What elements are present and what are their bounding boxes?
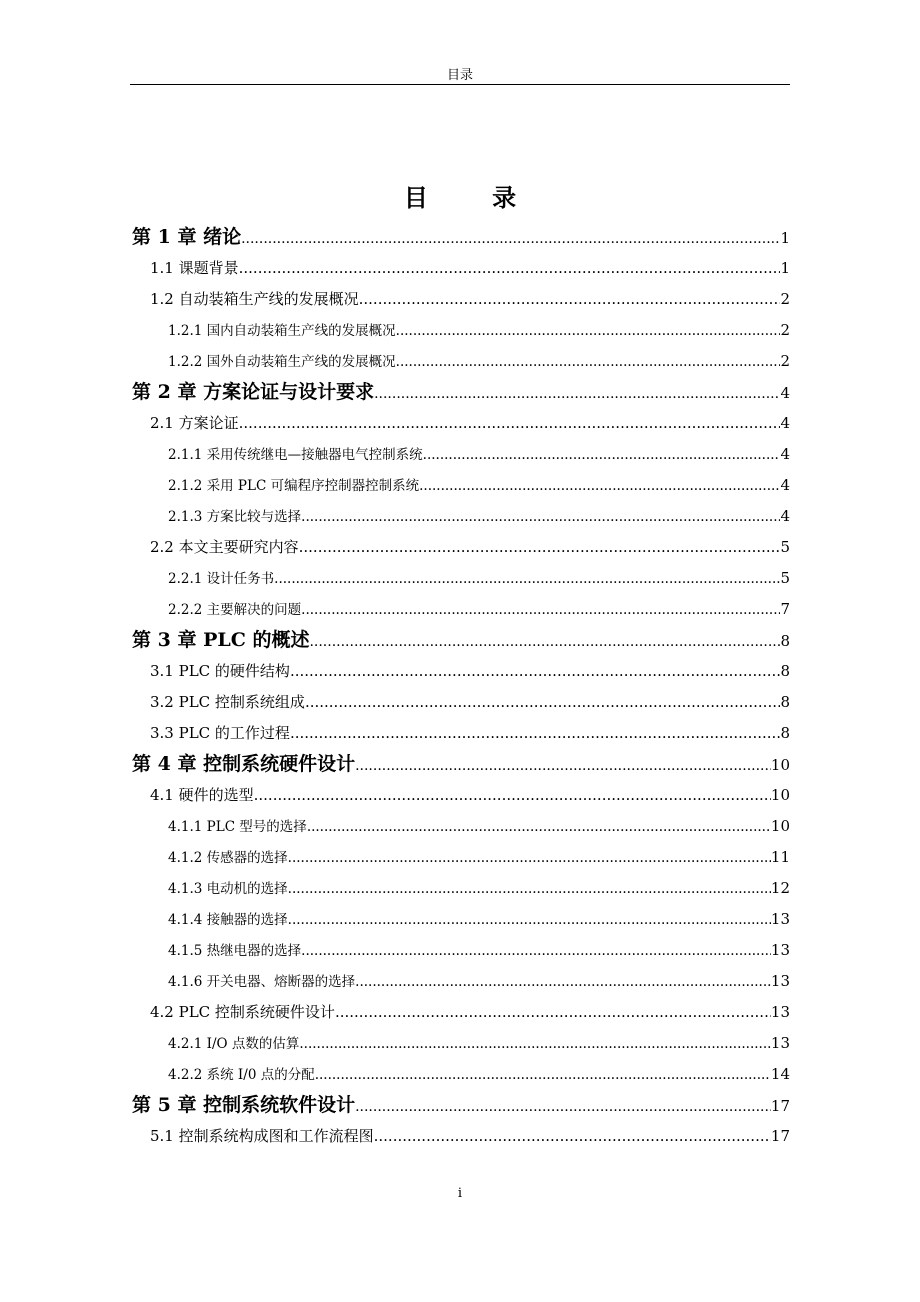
toc-leader-dots [396,316,781,347]
toc-entry[interactable] [130,718,790,749]
toc-entry[interactable] [130,966,790,997]
toc-entry-label: 2.1.1 采用传统继电—接触器电气控制系统 [168,447,423,463]
toc-entry-label: 2.1.2 采用 PLC 可编程序控制器控制系统 [168,478,420,494]
toc-entry-label: 第 3 章 PLC 的概述 [132,629,310,651]
toc-entry-page: 4 [780,476,790,494]
toc-entry-page: 4 [780,384,790,402]
toc-entry-page: 12 [770,879,790,897]
toc-entry-label: 4.1.1 PLC 型号的选择 [168,819,307,835]
toc-leader-dots [335,997,771,1028]
toc-entry-page: 17 [770,1127,790,1145]
toc-entry-label: 2.1.3 方案比较与选择 [168,509,302,525]
toc-entry-page: 4 [780,507,790,525]
toc-entry[interactable] [130,997,790,1028]
toc-leader-dots [419,471,780,502]
toc-entry[interactable] [130,811,790,842]
toc-entry-page: 7 [780,600,790,618]
toc-entry-label: 4.1.4 接触器的选择 [168,912,288,928]
toc-entry-page: 5 [780,569,790,587]
toc-leader-dots [359,284,781,315]
toc-leader-dots [423,440,781,471]
page-title: 目 录 [403,183,545,212]
toc-entry[interactable] [130,253,790,284]
toc-leader-dots [290,718,781,749]
toc-entry-label: 2.2.1 设计任务书 [168,571,275,587]
toc-entry-label: 第 5 章 控制系统软件设计 [132,1094,356,1116]
toc-entry[interactable] [130,439,790,470]
toc-entry[interactable] [130,1059,790,1090]
toc-entry-label: 4.1 硬件的选型 [150,786,254,804]
toc-entry-page: 8 [780,693,790,711]
toc-entry[interactable] [130,1028,790,1059]
toc-entry-label: 4.2.2 系统 I/0 点的分配 [168,1067,315,1083]
toc-leader-dots [355,967,771,998]
toc-entry-page: 13 [770,1034,790,1052]
toc-leader-dots [239,408,781,439]
page-number: i [457,1186,463,1201]
toc-entry-page: 17 [770,1097,790,1115]
toc-entry-label: 4.1.2 传感器的选择 [168,850,288,866]
toc-entry-page: 4 [780,414,790,432]
toc-entry-label: 第 2 章 方案论证与设计要求 [132,381,375,403]
toc-entry[interactable] [130,935,790,966]
toc-entry-page: 2 [780,352,790,370]
toc-entry[interactable] [130,594,790,625]
running-header: 目录 [446,68,473,83]
toc-entry-label: 4.2.1 I/O 点数的估算 [168,1036,300,1052]
toc-entry-label: 4.1.3 电动机的选择 [168,881,288,897]
toc-entry-page: 11 [770,848,790,866]
toc-leader-dots [254,780,771,811]
toc-entry-page: 1 [780,259,790,277]
toc-leader-dots [288,843,771,874]
toc-entry-label: 1.1 课题背景 [150,259,239,277]
toc-leader-dots [315,1060,771,1091]
toc-entry-label: 第 4 章 控制系统硬件设计 [132,753,356,775]
toc-leader-dots [355,751,771,782]
toc-leader-dots [301,936,771,967]
toc-entry-page: 10 [770,756,790,774]
toc-entry-label: 2.1 方案论证 [150,414,239,432]
toc-leader-dots [239,253,781,284]
toc-entry-page: 13 [770,910,790,928]
toc-entry[interactable] [130,780,790,811]
toc-entry-label: 1.2.2 国外自动装箱生产线的发展概况 [168,354,396,370]
toc-entry-page: 8 [780,662,790,680]
toc-entry[interactable] [130,656,790,687]
toc-entry-page: 13 [770,972,790,990]
toc-leader-dots [299,532,781,563]
toc-entry-page: 8 [780,632,790,650]
toc-entry-label: 2.2 本文主要研究内容 [150,538,299,556]
toc-entry-page: 10 [770,817,790,835]
toc-leader-dots [288,874,771,905]
toc-entry-label: 1.2 自动装箱生产线的发展概况 [150,290,359,308]
toc-entry-page: 13 [770,941,790,959]
toc-leader-dots [374,379,780,410]
toc-entry[interactable] [130,470,790,501]
toc-entry-label: 4.2 PLC 控制系统硬件设计 [150,1003,335,1021]
toc-leader-dots [305,687,781,718]
toc-entry-page: 10 [770,786,790,804]
toc-entry-page: 8 [780,724,790,742]
toc-entry-label: 3.3 PLC 的工作过程 [150,724,290,742]
toc-entry-page: 5 [780,538,790,556]
toc-entry[interactable] [130,749,790,780]
toc-entry[interactable] [130,222,790,253]
toc-entry[interactable] [130,284,790,315]
toc-entry[interactable] [130,377,790,408]
toc-entry[interactable] [130,873,790,904]
table-of-contents [130,222,790,1152]
toc-entry-page: 13 [770,1003,790,1021]
toc-entry[interactable] [130,408,790,439]
toc-entry[interactable] [130,563,790,594]
toc-entry-page: 4 [780,445,790,463]
toc-entry[interactable] [130,687,790,718]
toc-entry[interactable] [130,842,790,873]
toc-leader-dots [301,502,780,533]
toc-entry-page: 14 [770,1065,790,1083]
toc-leader-dots [290,656,781,687]
toc-entry[interactable] [130,315,790,346]
header-rule [130,84,790,85]
toc-entry-label: 1.2.1 国内自动装箱生产线的发展概况 [168,323,396,339]
toc-entry[interactable] [130,904,790,935]
toc-entry[interactable] [130,346,790,377]
toc-entry[interactable] [130,532,790,563]
toc-leader-dots [274,564,780,595]
toc-leader-dots [301,595,780,626]
toc-entry-label: 3.1 PLC 的硬件结构 [150,662,290,680]
toc-leader-dots [396,347,781,378]
toc-entry-label: 3.2 PLC 控制系统组成 [150,693,305,711]
toc-entry-page: 1 [780,229,790,247]
toc-entry[interactable] [130,501,790,532]
toc-leader-dots [374,1121,771,1152]
toc-leader-dots [307,812,771,843]
toc-entry-page: 2 [780,290,790,308]
toc-entry[interactable] [130,1121,790,1152]
toc-leader-dots [309,627,780,658]
toc-entry-page: 2 [780,321,790,339]
toc-entry-label: 5.1 控制系统构成图和工作流程图 [150,1127,374,1145]
toc-leader-dots [288,905,771,936]
toc-entry-label: 4.1.5 热继电器的选择 [168,943,302,959]
toc-leader-dots [299,1029,771,1060]
toc-leader-dots [355,1092,771,1123]
toc-entry-label: 2.2.2 主要解决的问题 [168,602,302,618]
toc-entry-label: 4.1.6 开关电器、熔断器的选择 [168,974,356,990]
toc-entry[interactable] [130,1090,790,1121]
toc-entry[interactable] [130,625,790,656]
toc-leader-dots [241,224,780,255]
toc-entry-label: 第 1 章 绪论 [132,226,242,248]
